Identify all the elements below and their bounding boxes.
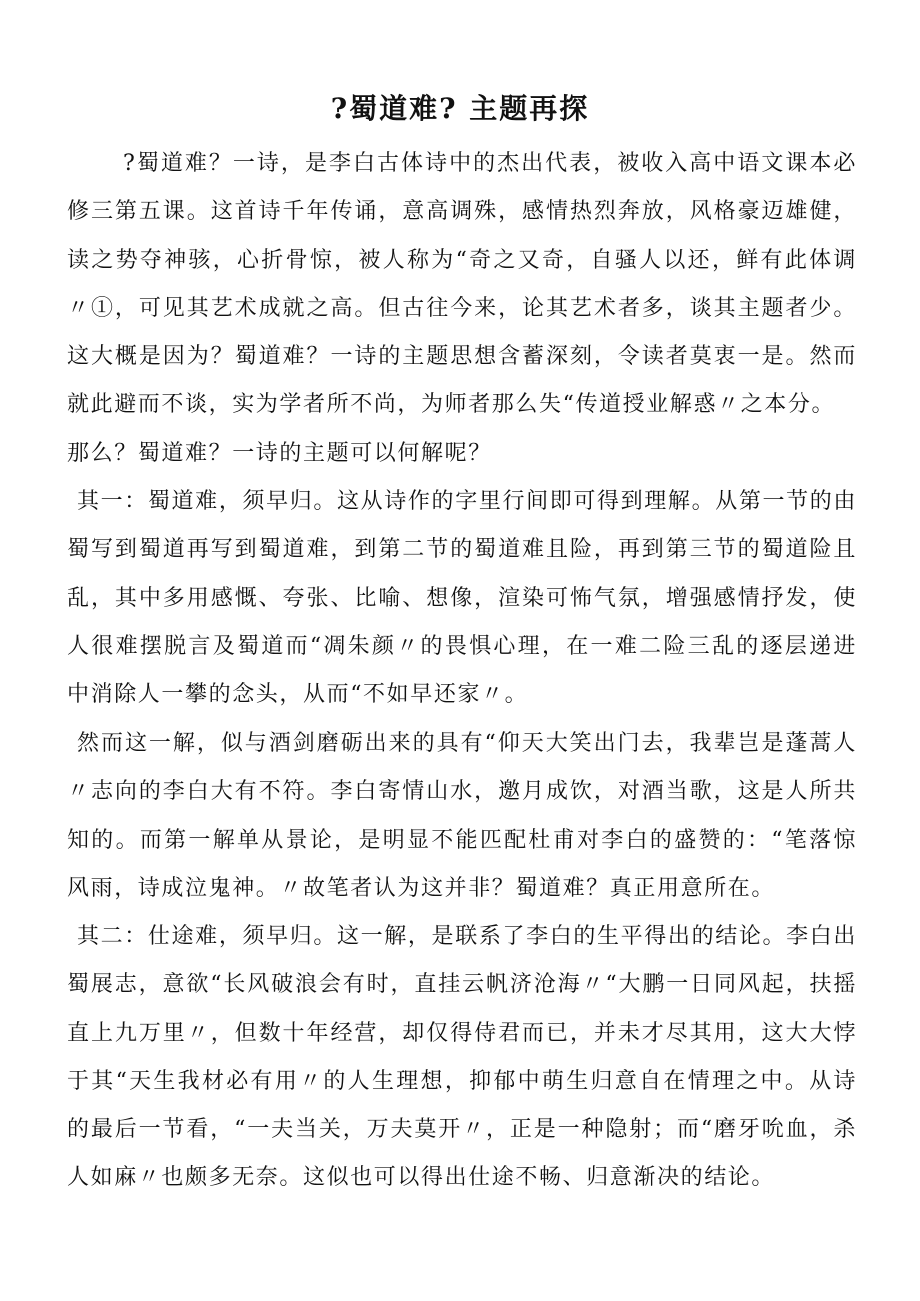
paragraph-question: 那么？蜀道难？一诗的主题可以何解呢？ — [67, 441, 492, 466]
paragraph-interpretation-two: 其二：仕途难，须早归。这一解，是联系了李白的生平得出的结论。李白出蜀展志，意欲“长风破浪会有时，直挂云帆济沧海〃“大鹏一日同风起，扶摇直上九万里〃，但数十年经营，却仅得侍君而已，并未才尽其用，这大大悖于其“天生我材必有用〃的人生理想，抑郁中萌生归意自在情理之中。从诗的最后一节看，“一夫当关，万夫莫开〃，正是一种隐射；而“磨牙吮血，杀人如麻〃也颇多无奈。这似也可以得出仕途不畅、归意渐决的结论。 — [67, 924, 857, 1191]
paragraph-rebuttal: 然而这一解，似与酒剑磨砺出来的具有“仰天大笑出门去，我辈岂是蓬蒿人〃志向的李白大有不符。李白寄情山水，邀月成饮，对酒当歌，这是人所共知的。而第一解单从景论，是明显不能匹配杜甫对李白的盛赞的：“笔落惊风雨，诗成泣鬼神。〃故笔者认为这并非？蜀道难？真正用意所在。 — [67, 731, 857, 901]
page-title: ?蜀道难? 主题再探 — [330, 91, 590, 125]
paragraph-intro: ?蜀道难？一诗，是李白古体诗中的杰出代表，被收入高中语文课本必修三第五课。这首诗千年传诵，意高调殊，感情热烈奔放，风格豪迈雄健，读之势夺神骇，心折骨惊，被人称为“奇之又奇，自骚人以还，鲜有此体调〃①，可见其艺术成就之高。但古往今来，论其艺术者多，谈其主题者少。这大概是因为？蜀道难？一诗的主题思想含蓄深刻，令读者莫衷一是。然而就此避而不谈，实为学者所不尚，为师者那么失“传道授业解惑〃之本分。 — [67, 151, 857, 418]
paragraph-interpretation-one: 其一：蜀道难，须早归。这从诗作的字里行间即可得到理解。从第一节的由蜀写到蜀道再写到蜀道难，到第二节的蜀道难且险，再到第三节的蜀道险且乱，其中多用感慨、夸张、比喻、想像，渲染可怖气氛，增强感情抒发，使人很难摆脱言及蜀道而“凋朱颜〃的畏惧心理，在一难二险三乱的逐层递进中消除人一攀的念头，从而“不如早还家〃。 — [67, 489, 857, 708]
